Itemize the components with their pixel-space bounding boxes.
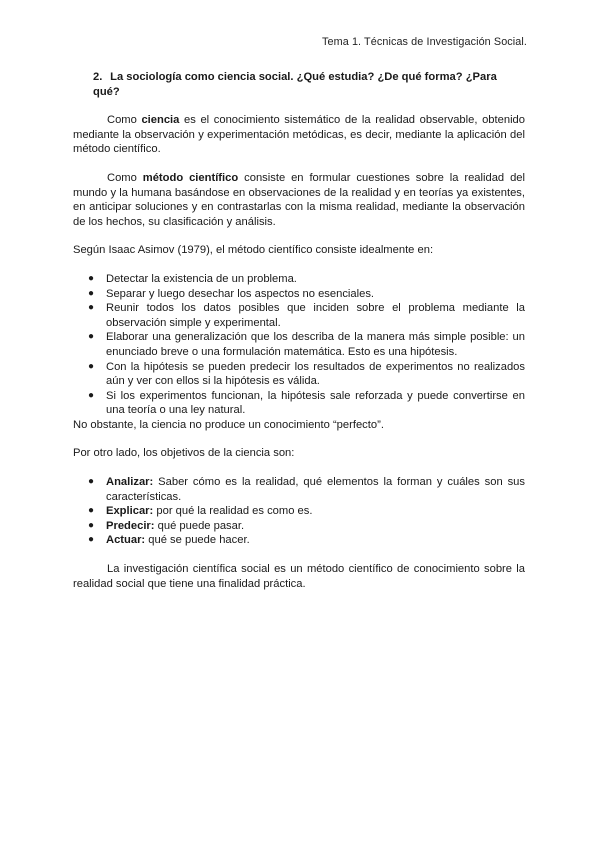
list-item: ● Reunir todos los datos posibles que inciden sobre el problema mediante la observación simple y experimental.: [88, 302, 525, 329]
list-item: ● Elaborar una generalización que los describa de la manera más simple posible: un enunciado breve o una formulación matemática. Esto es una hipótesis.: [88, 331, 525, 358]
bullet-icon: ●: [88, 287, 95, 299]
list-item: ● Actuar: qué se puede hacer.: [88, 534, 250, 547]
p2-pre: Como: [107, 171, 143, 184]
bullet-icon: ●: [88, 389, 95, 401]
list-item: ● Predecir: qué puede pasar.: [88, 519, 245, 532]
p1-post: es el conocimiento sistemático de la realidad observable, obtenido mediante la observación y experimentación metódicas, es decir, mediante la aplicación del método científico.: [73, 114, 525, 156]
paragraph-metodo: [73, 171, 525, 229]
bullet-icon: ●: [88, 272, 95, 284]
term-ciencia: ciencia: [141, 114, 180, 127]
term-metodo-cientifico: método científico: [142, 171, 239, 184]
bullet-icon: ●: [88, 302, 95, 314]
bullet-icon: ●: [88, 476, 95, 488]
p2-post: consiste en formular cuestiones sobre la realidad del mundo y la humana basándose en observaciones de la realidad y en teorías ya existentes, en anticipar soluciones y en contrastarlas con la misma realidad, mediante la observación de los hechos, su clasificación y análisis.: [73, 171, 525, 228]
page-header: Tema 1. Técnicas de Investigación Social.: [322, 36, 527, 48]
list-item: ● Separar y luego desechar los aspectos no esenciales.: [88, 287, 375, 300]
list-item: ● Detectar la existencia de un problema.: [88, 272, 297, 285]
bullet-icon: ●: [88, 519, 95, 531]
paragraph-ciencia: [73, 113, 525, 157]
paragraph-no-obstante: No obstante, la ciencia no produce un conocimiento “perfecto”.: [73, 418, 384, 431]
list-item: ● Si los experimentos funcionan, la hipótesis sale reforzada y puede convertirse en una teoría o una ley natural.: [88, 389, 525, 417]
paragraph-objetivos-intro: Por otro lado, los objetivos de la ciencia son:: [73, 447, 295, 460]
list-item: ● Con la hipótesis se pueden predecir los resultados de experimentos no realizados aún y ver con ellos si la hipótesis es válida.: [88, 360, 525, 388]
section-number: 2.: [93, 71, 103, 83]
paragraph-asimov-intro: Según Isaac Asimov (1979), el método científico consiste idealmente en:: [73, 244, 434, 257]
objectives-list: [73, 475, 525, 548]
section-heading: [93, 70, 525, 99]
bullet-icon: ●: [88, 360, 95, 372]
bullet-icon: ●: [88, 331, 95, 343]
p1-pre: Como: [107, 114, 142, 127]
asimov-steps-list: [73, 272, 525, 418]
section-title: La sociología como ciencia social. ¿Qué estudia? ¿De qué forma? ¿Para qué?: [93, 71, 497, 98]
bullet-icon: ●: [88, 534, 95, 546]
document-body: [73, 70, 525, 591]
bullet-icon: ●: [88, 505, 95, 517]
paragraph-investigacion-social: La investigación científica social es un método científico de conocimiento sobre la realidad social que tiene una finalidad práctica.: [73, 563, 525, 590]
list-item: ● Analizar: Saber cómo es la realidad, qué elementos la forman y cuáles son sus características.: [88, 476, 525, 503]
list-item: ● Explicar: por qué la realidad es como es.: [88, 505, 313, 518]
